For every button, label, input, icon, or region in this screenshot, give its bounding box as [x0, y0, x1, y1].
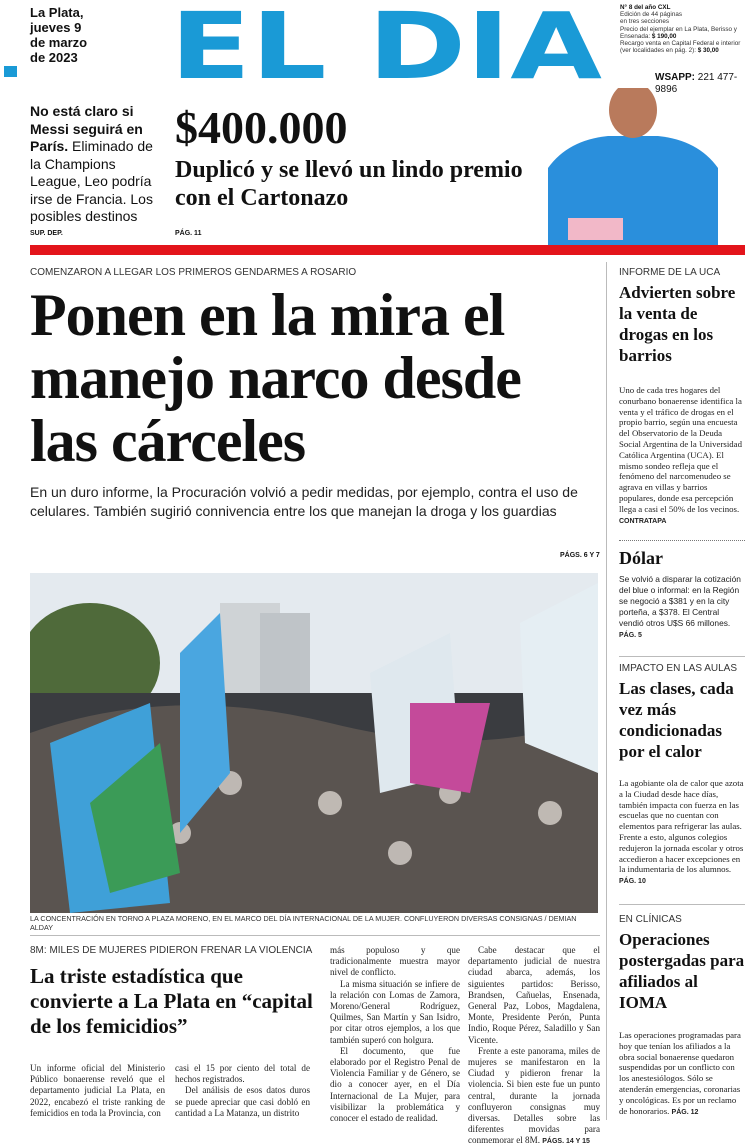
price-label: Precio del ejemplar en La Plata, Berisso y Ensenada:	[620, 25, 737, 40]
sidebar-headline-clases[interactable]: Las clases, cada vez más condicionadas por el calor	[619, 679, 734, 761]
paragraph: Frente a este panorama, miles de mujeres se manifestaron en la Ciudad y pidieron frenar la violencia. Si bien este fue un punto central, durante la jornada confluyeron consignas muy diversas. Detalles sobre las diferentes movidas para conmemorar el 8M.	[468, 1045, 600, 1146]
photo-caption: LA CONCENTRACIÓN EN TORNO A PLAZA MORENO, EN EL MARCO DEL DÍA INTERNACIONAL DE LA MUJER. CONFLUYERON DIVERSAS CONSIGNAS / DEMIAN ALDAY	[30, 914, 577, 932]
brand-square	[4, 66, 17, 77]
red-divider	[30, 245, 745, 255]
sidebar-headline-ioma[interactable]: Operaciones postergadas para afiliados al IOMA	[619, 930, 745, 1012]
page-ref: CONTRATAPA	[619, 517, 667, 525]
main-kicker: COMENZARON A LLEGAR LOS PRIMEROS GENDARMES A ROSARIO	[30, 267, 357, 278]
teaser-section: SUP. DEP.	[30, 230, 63, 237]
date-line: de 2023	[30, 50, 78, 65]
teaser-prize-amount[interactable]: $400.000	[175, 102, 348, 153]
article-column-4	[468, 945, 600, 1148]
edition-number: N° 8 del año CXL	[620, 4, 671, 11]
surcharge: $ 30,00	[697, 47, 719, 55]
price: $ 190,00	[651, 32, 677, 40]
teaser-messi[interactable]	[30, 103, 166, 226]
whatsapp-contact	[655, 72, 750, 96]
sidebar-body	[619, 385, 745, 527]
divider	[619, 904, 745, 905]
divider	[30, 935, 600, 936]
paragraph: más populoso y que tradicionalmente muestra mayor nivel de conflicto.	[330, 945, 460, 978]
whatsapp-number: 221 477-9896	[655, 72, 738, 95]
paragraph: El documento, que fue elaborado por el Registro Penal de Violencia Familiar y de Género, se dio a conocer ayer, en el Día Internacional de La Mujer, para visibilizar la problemática y conocer el estado de realidad.	[330, 1045, 460, 1124]
paragraph: Un informe oficial del Ministerio Público bonaerense reveló que el departamento judicial La Plata, en 2022, encabezó el triste ranking de femicidios en toda la Provincia, con	[30, 1063, 165, 1118]
whatsapp-label: WSAPP:	[655, 72, 695, 83]
page-ref: PÁG. 12	[671, 1108, 699, 1116]
dotted-divider	[619, 540, 745, 541]
sidebar-headline-uca[interactable]: Advierten sobre la venta de drogas en los barrios	[619, 283, 736, 365]
date-line: jueves 9	[30, 20, 82, 35]
page-ref: PÁG. 10	[619, 878, 646, 886]
march-8-photo	[30, 573, 598, 913]
column-divider	[606, 262, 607, 1120]
edition-sections: en tres secciones	[620, 18, 670, 26]
surcharge-label: Recargo venta en Capital Federal e interior (ver localidades en pág. 2):	[620, 40, 741, 55]
cartonazo-winner-photo	[548, 88, 718, 245]
paragraph: Cabe destacar que el departamento judicial de nuestra ciudad abarca, además, los siguientes partidos: Berisso, Brandsen, Cañuelas, Ensenada, General Paz, Lobos, Magdalena, Monte, Presidente Perón, Punta Indio, Roque Pérez, Saladillo y San Vicente.	[468, 945, 600, 1045]
main-dek: En un duro informe, la Procuración volvió a pedir medidas, por ejemplo, contra el uso de celulares. También sugirió connivencia entre los que manejan la droga y los guardias	[30, 484, 578, 519]
paragraph: casi el 15 por ciento del total de hechos registrados.	[175, 1063, 310, 1085]
body-text: La agobiante ola de calor que azota a la Ciudad desde hace días, también impacta con fuerza en las escuelas que no cuentan con elementos para refrigerar las aulas. Frente a esto, algunos colegios redujeron la jornada escolar y otros accedieron a hacer excepciones en la indumentaria de los alumnos.	[619, 778, 744, 875]
edition-info	[620, 4, 750, 54]
body-text: Las operaciones programadas para hoy que tenían los afiliados a la obra social bonaerense quedaron suspendidas por un conflicto con los anestesiólogos. Sólo se atenderán emergencias, coronarias y oncológicas. Es por un reclamo de honorarios.	[619, 1030, 741, 1116]
sidebar-body	[619, 574, 745, 641]
teaser-page: PÁG. 11	[175, 230, 202, 237]
date-line: de marzo	[30, 35, 88, 50]
teaser-bold: No está claro si Messi seguirá en París.	[30, 103, 143, 154]
main-pages: PÁGS. 6 Y 7	[560, 552, 600, 559]
paragraph: La misma situación se infiere de la relación con Lomas de Zamora, Moreno/General Rodríguez, Quilmes, San Martín y San Isidro, por citar otros ejemplos, a los que también superó con holgura.	[330, 978, 460, 1045]
body-text: Uno de cada tres hogares del conurbano bonaerense identifica la venta y el tráfico de drogas en el propio barrio, según una encuesta del Observatorio de la Deuda Social Argentina de la Universidad Católica Argentina (UCA). El mismo sondeo refleja que el fenómeno del narcomenudeo se agrava en villas y barrios populares, donde esa percepción llega a casi el 50% de los vecinos.	[619, 385, 742, 514]
article-pages: PÁGS. 14 Y 15	[542, 1138, 590, 1146]
body-text: Se volvió a disparar la cotización del blue o informal: en la Región se negoció a $381 y en la city porteña, a $378. El Central vendió otros U$S 66 millones.	[619, 574, 741, 628]
sidebar-kicker: INFORME DE LA UCA	[619, 267, 721, 278]
newspaper-logo[interactable]	[170, 4, 602, 84]
divider	[619, 656, 745, 657]
article-column-3	[330, 945, 460, 1124]
article-column-1	[30, 1063, 165, 1119]
sidebar-body	[619, 1030, 745, 1118]
page-ref: PÁG. 5	[619, 632, 642, 639]
paragraph: Del análisis de esos datos duros se puede apreciar que casi dobló en cantidad a La Matanza, un distrito	[175, 1085, 310, 1118]
second-kicker: 8M: MILES DE MUJERES PIDIERON FRENAR LA VIOLENCIA	[30, 945, 313, 956]
teaser-text: Eliminado de la Champions League, Leo podría irse de Francia. Los posibles destinos	[30, 138, 153, 224]
logo-text: EL DIA	[170, 4, 602, 84]
teaser-prize-subtitle[interactable]: Duplicó y se llevó un lindo premio con el Cartonazo	[175, 157, 523, 211]
sidebar-kicker: IMPACTO EN LAS AULAS	[619, 663, 738, 674]
sidebar-body	[619, 778, 745, 888]
sidebar-headline-dolar[interactable]: Dólar	[619, 548, 663, 568]
second-headline[interactable]: La triste estadística que convierte a La Plata en “capital de los femicidios”	[30, 964, 313, 1038]
edition-pages: Edición de 44 páginas	[620, 11, 682, 19]
article-column-2	[175, 1063, 310, 1119]
edition-date	[30, 5, 87, 65]
date-line: La Plata,	[30, 5, 84, 20]
main-headline[interactable]: Ponen en la mira el manejo narco desde las cárceles	[30, 282, 521, 474]
sidebar-kicker: EN CLÍNICAS	[619, 914, 682, 925]
